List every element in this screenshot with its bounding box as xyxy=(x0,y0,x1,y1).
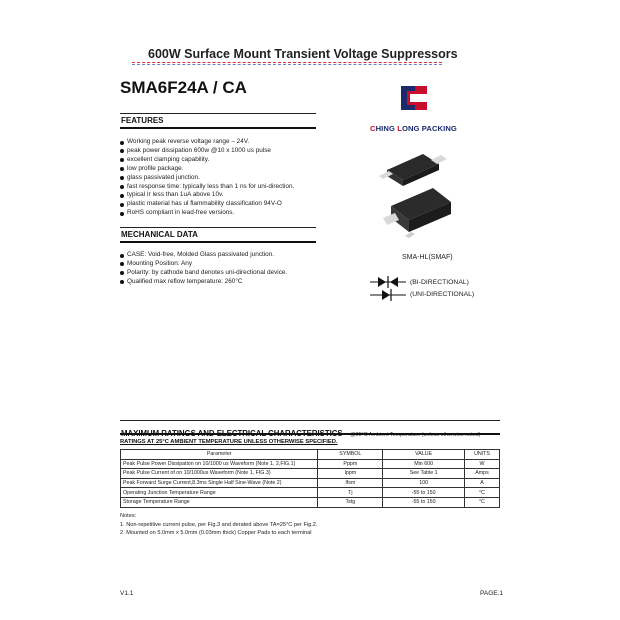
mechanical-top-rule xyxy=(120,227,316,228)
logo-icon xyxy=(397,82,429,114)
company-name-initial-l: L xyxy=(397,124,402,133)
company-name xyxy=(370,124,457,133)
cell-units: W xyxy=(465,459,500,469)
sma-package-icon xyxy=(375,150,455,246)
ratings-top-rule xyxy=(120,420,500,421)
unidirectional-label: (UNI-DIRECTIONAL) xyxy=(410,291,475,298)
cell-units: Amps xyxy=(465,469,500,479)
mechanical-item: Qualified max reflow temperature: 260°C xyxy=(120,278,308,287)
feature-item: low profile package. xyxy=(120,165,320,174)
mechanical-heading: MECHANICAL DATA xyxy=(121,230,198,239)
column-header-value: VALUE xyxy=(383,450,465,460)
table-row xyxy=(121,488,500,498)
note-item: 1. Non-repetitive current pulse, per Fig.3 and derated above TA=25°C per Fig.2. xyxy=(120,521,318,528)
cell-value: Min 600 xyxy=(383,459,465,469)
feature-item: RoHS compliant in lead-free versions. xyxy=(120,209,320,218)
package-image xyxy=(375,150,455,246)
table-row xyxy=(121,459,500,469)
cell-value: -55 to 150 xyxy=(383,497,465,507)
features-bottom-rule xyxy=(120,127,316,129)
ratings-heading: MAXIMUM RATINGS AND ELECTRICAL CHARACTERISTICS xyxy=(121,429,343,438)
mechanical-list xyxy=(120,251,308,287)
cell-value: 100 xyxy=(383,478,465,488)
ratings-bottom-rule xyxy=(120,433,500,435)
company-logo xyxy=(397,82,429,114)
company-name-hing: HING xyxy=(375,124,398,133)
company-name-ong-packing: ONG PACKING xyxy=(401,124,457,133)
column-header-parameter: Parameter xyxy=(121,450,318,460)
cell-parameter: Operating Junction Temperature Range xyxy=(121,488,318,498)
features-list xyxy=(120,138,320,218)
mechanical-item: CASE: Void-free, Molded Glass passivated junction. xyxy=(120,251,308,260)
table-header-row xyxy=(121,450,500,460)
cell-symbol: Ifsm xyxy=(318,478,383,488)
unidirectional-diode-symbol xyxy=(368,287,408,303)
mechanical-item: Mounting Position: Any xyxy=(120,260,308,269)
feature-item: plastic material has ul flammability classification 94V-O xyxy=(120,200,320,209)
table-row xyxy=(121,478,500,488)
cell-symbol: Pppm xyxy=(318,459,383,469)
cell-symbol: Tj xyxy=(318,488,383,498)
ratings-heading-note: @25°C Ambient Temperature (unless otherwise noted) xyxy=(350,432,481,438)
note-item: 2. Mounted on 5.0mm x 5.0mm (0.03mm thick) Copper Pads to each terminal xyxy=(120,530,312,537)
ratings-subheading: RATINGS AT 25°C AMBIENT TEMPERATURE UNLESS OTHERWISE SPECIFIED. xyxy=(120,439,338,445)
feature-item: Working peak reverse voltage range – 24V. xyxy=(120,138,320,147)
column-header-units: UNITS xyxy=(465,450,500,460)
feature-item: peak power dissipation 600w @10 x 1000 us pulse xyxy=(120,147,320,156)
cell-parameter: Peak Pulse Current of on 10/1000us Waveform (Note 1, FIG.3) xyxy=(121,469,318,479)
mechanical-item: Polarity: by cathode band denotes uni-directional device. xyxy=(120,269,308,278)
cell-units: A xyxy=(465,478,500,488)
feature-item: excellent clamping capability. xyxy=(120,156,320,165)
features-top-rule xyxy=(120,113,316,114)
cell-parameter: Peak Forward Surge Current,8.3ms Single Half Sine-Wave (Note 2) xyxy=(121,478,318,488)
cell-symbol: Ippm xyxy=(318,469,383,479)
title-underline xyxy=(132,62,442,63)
cell-units: °C xyxy=(465,497,500,507)
footer-version: V1.1 xyxy=(120,590,134,597)
table-row xyxy=(121,497,500,507)
document-title: 600W Surface Mount Transient Voltage Suppressors xyxy=(148,47,458,61)
unidirectional-diode-icon xyxy=(368,287,408,303)
features-heading: FEATURES xyxy=(121,116,164,125)
cell-value: -55 to 150 xyxy=(383,488,465,498)
feature-item: glass passivated junction. xyxy=(120,174,320,183)
cell-symbol: Tstg xyxy=(318,497,383,507)
company-name-initial-c: C xyxy=(370,124,376,133)
notes xyxy=(120,512,317,538)
table-row xyxy=(121,469,500,479)
footer-page: PAGE.1 xyxy=(480,590,504,597)
bidirectional-label: (BI-DIRECTIONAL) xyxy=(410,279,469,286)
cell-units: °C xyxy=(465,488,500,498)
cell-parameter: Peak Pulse Power Dissipation on 10/1000 us Waveform (Note 1, 2,FIG.1) xyxy=(121,459,318,469)
feature-item: fast response time: typically less than 1 ns for uni-direction. xyxy=(120,183,320,192)
title-underline-secondary xyxy=(132,64,442,65)
mechanical-bottom-rule xyxy=(120,241,316,243)
part-number: SMA6F24A / CA xyxy=(120,78,247,97)
column-header-symbol: SYMBOL xyxy=(318,450,383,460)
cell-parameter: Storage Temperature Range xyxy=(121,497,318,507)
feature-item: typical Ir less than 1uA above 10v. xyxy=(120,191,320,200)
ratings-table xyxy=(120,449,500,508)
notes-title: Notes: xyxy=(120,513,137,519)
cell-value: See Table 1 xyxy=(383,469,465,479)
package-label: SMA-HL(SMAF) xyxy=(402,254,453,261)
